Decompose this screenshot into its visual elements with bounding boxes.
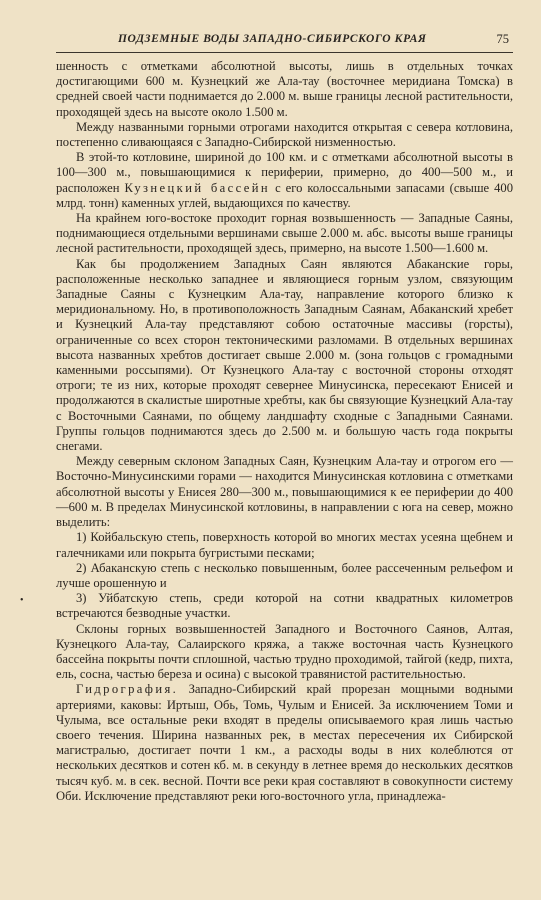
kuznetsk-basin-term: Кузнецкий бассейн <box>124 180 271 195</box>
paragraph-1: шенность с отметками абсолютной высоты, лишь в отдельных точках достигающими 600 м. Кузнецкий же Ала-тау (восточнее меридиана Томска) в средней своей части поднимается до 2.000 м. выше границы лесной растительности, проходящей здесь на высоте около 1.500 м. <box>56 59 513 119</box>
page-header <box>56 30 513 53</box>
paragraph-5: Как бы продолжением Западных Саян являются Абаканские горы, расположенные несколько западнее и являющиеся горным узлом, связующим Западные Саяны с Кузнецким Ала-тау, направление которого близко к меридиональному. Но, в противоположность Западным Саянам, Абаканский хребет и Кузнецкий Ала-тау представляют собою остаточные массивы (горсты), ограниченные со всех сторон тектоническими разломами. В отдельных вершинах высота названных хребтов достигает свыше 2.000 м. (зона гольцов с громадными каменными россыпями). От Кузнецкого Ала-тау с восточной стороны отходят отроги; те из них, которые проходят севернее Минусинска, пересекают Енисей и продолжаются в скалистые широтные хребты, как бы связующие Кузнецкий Ала-тау с Восточными Саянами, по общему ландшафту сходные с Западными Саянами. Группы гольцов поднимаются здесь до 2.500 м. и большую часть года покрыты снегами. <box>56 256 513 454</box>
paragraph-2: Между названными горными отрогами находится открытая с севера котловина, постепенно сливающаяся с Западно-Сибирской низменностью. <box>56 119 513 150</box>
steppe-list <box>20 530 513 621</box>
hydrography-heading: Гидрография. <box>76 682 179 697</box>
list-item-2: 2) Абаканскую степь с несколько повышенным, более рассеченным рельефом и лучше орошенную и <box>56 560 513 590</box>
paragraph-6: Между северным склоном Западных Саян, Кузнецким Ала-тау и отрогом его — Восточно-Минусинскими горами — находится Минусинская котловина с отметками абсолютной высоты у Енисея 280—300 м., повышающимися к ее периферии до 400—600 м. В пределах Минусинской котловины, в направлении с юга на север, можно выделить: <box>56 454 513 530</box>
list-item-3: 3) Уйбатскую степь, среди которой на сотни квадратных километров встречаются безводные участки. <box>56 591 513 621</box>
paragraph-7: Склоны горных возвышенностей Западного и Восточного Саянов, Алтая, Кузнецкого Ала-тау, Салаирского кряжа, а также восточная часть Кузнецкого бассейна покрыты почти сплошной, частью трудно проходимой, тайгой (кедр, пихта, ель, сосна, частью береза и осина) с высокой травянистой растительностью. <box>56 621 514 682</box>
paragraph-8-text: Западно-Сибирский край прорезан мощными водными артериями, каковы: Иртыш, Обь, Томь, Чулым и Енисей. За исключением Томи и Чулыма, все остальные реки входят в пределы описываемого края лишь частью своего течения. Ширина названных рек, в местах пересечения их Сибирской магистралью, достигает почти 1 км., а расходы воды в них колеблются от нескольких десятков и сотен кб. м. в секунду в летнее время до нескольких десятков тысяч куб. м. в сек. весной. Почти все реки края составляют в совокупности систему Оби. Исключение представляют реки юго-восточного угла, принадлежа- <box>56 682 513 803</box>
paragraph-3-end: с его колоссальными запасами (свыше 400 млрд. тонн) каменных углей, выдающихся по качеству. <box>56 180 513 210</box>
bullet-marker: • <box>20 595 24 607</box>
paragraph-8 <box>56 682 513 804</box>
paragraph-3-start: В этой-то котловине, шириной до 100 км. и с отметками абсолютной высоты в 100—300 м., повышающимися к периферии, примерно, до 400—500 м., и расположен <box>56 150 513 195</box>
page-number: 75 <box>496 32 509 46</box>
paragraph-3 <box>56 150 513 211</box>
body-text <box>20 59 514 804</box>
list-item-1: 1) Койбальскую степь, поверхность которой во многих местах усеяна щебнем и галечниками или покрыта бугристыми песками; <box>56 530 513 560</box>
paragraph-4: На крайнем юго-востоке проходит горная возвышенность — Западные Саяны, поднимающиеся отдельными вершинами свыше 2.000 м. абс. высоты выше границы лесной растительности, проходящей здесь, примерно, на высоте 1.500—1.600 м. <box>56 211 513 256</box>
running-head: ПОДЗЕМНЫЕ ВОДЫ ЗАПАДНО-СИБИРСКОГО КРАЯ <box>118 33 427 45</box>
